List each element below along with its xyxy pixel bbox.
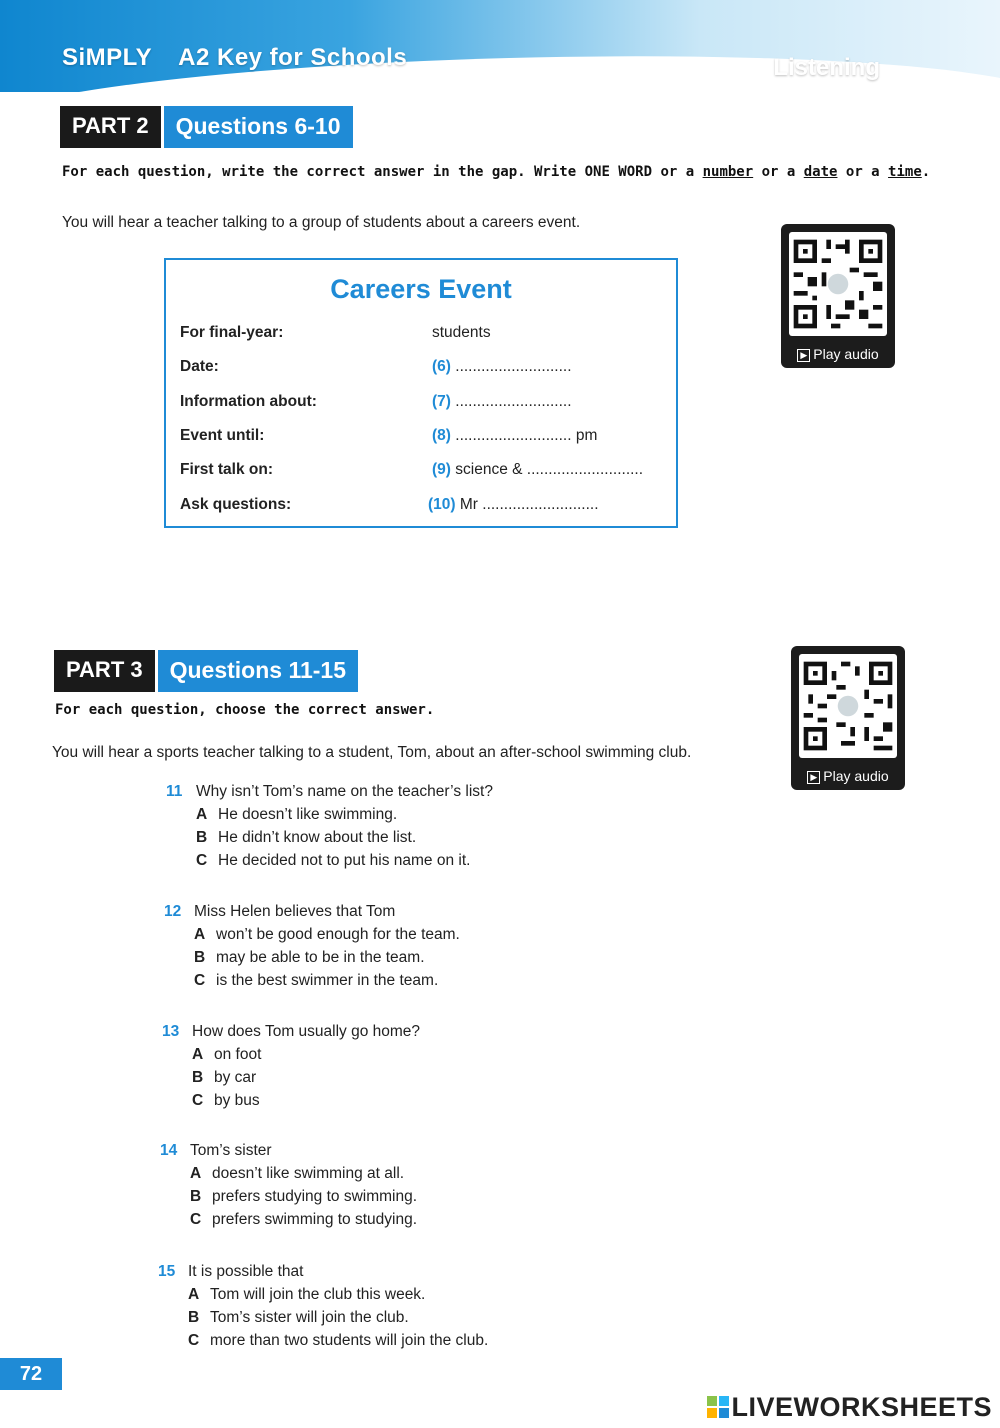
- question-number: 11: [166, 783, 183, 800]
- option-text: Tom will join the club this week.: [210, 1286, 426, 1303]
- option-text: on foot: [214, 1046, 262, 1063]
- option-text: He didn’t know about the list.: [218, 829, 417, 846]
- gap-number: (9): [432, 461, 451, 478]
- option-text: prefers studying to swimming.: [212, 1188, 418, 1205]
- part3-questions: Questions 11-15: [158, 650, 358, 692]
- option-letter: C: [190, 1211, 202, 1228]
- play-audio-button[interactable]: [781, 346, 895, 362]
- audio-qr-part2[interactable]: [781, 224, 895, 368]
- gap-number: (8): [432, 427, 451, 444]
- question-text: It is possible that: [188, 1263, 304, 1280]
- gap-number: (10): [428, 496, 456, 513]
- option-letter: C: [192, 1092, 204, 1109]
- question-number: 13: [162, 1023, 180, 1040]
- play-audio-label: Play audio: [813, 346, 879, 362]
- row-value[interactable]: [432, 461, 643, 479]
- question-text: How does Tom usually go home?: [192, 1023, 421, 1040]
- gap-answer-7[interactable]: ...........................: [450, 393, 572, 410]
- question-text: Tom’s sister: [190, 1142, 272, 1159]
- question-14: [160, 1142, 417, 1229]
- part3-instruction: For each question, choose the correct answer.: [55, 702, 435, 718]
- option-b[interactable]: [190, 1188, 417, 1206]
- question-text: Miss Helen believes that Tom: [194, 903, 396, 920]
- gap-answer-8[interactable]: ........................... pm: [450, 427, 598, 444]
- question-15: [158, 1263, 488, 1350]
- row-label: Event until:: [180, 427, 265, 444]
- option-b[interactable]: [196, 829, 493, 847]
- option-b[interactable]: [192, 1069, 420, 1087]
- option-a[interactable]: [192, 1046, 420, 1064]
- option-letter: B: [190, 1188, 202, 1205]
- option-a[interactable]: [188, 1286, 488, 1304]
- part2-label: [60, 106, 353, 148]
- option-text: doesn’t like swimming at all.: [212, 1165, 405, 1182]
- row-label: First talk on:: [180, 461, 274, 478]
- option-letter: A: [188, 1286, 200, 1303]
- option-letter: C: [196, 852, 208, 869]
- option-text: He decided not to put his name on it.: [218, 852, 471, 869]
- row-label: For final-year:: [180, 324, 284, 341]
- option-letter: A: [190, 1165, 202, 1182]
- option-letter: B: [196, 829, 208, 846]
- option-letter: B: [188, 1309, 200, 1326]
- question-11: [166, 783, 493, 870]
- part3-intro: You will hear a sports teacher talking to a student, Tom, about an after-school swimming club.: [52, 744, 692, 761]
- option-letter: C: [194, 972, 206, 989]
- option-text: by bus: [214, 1092, 260, 1109]
- part2-questions: Questions 6-10: [164, 106, 353, 148]
- part3-label: [54, 650, 358, 692]
- option-letter: A: [194, 926, 206, 943]
- notes-title: Careers Event: [330, 274, 512, 304]
- instruction-or: or a: [753, 164, 804, 180]
- part3-part: PART 3: [54, 650, 155, 692]
- qr-code-icon: [789, 232, 887, 336]
- option-text: may be able to be in the team.: [216, 949, 425, 966]
- question-12: [164, 903, 460, 990]
- row-label: Information about:: [180, 393, 317, 410]
- option-c[interactable]: [196, 852, 493, 870]
- row-value[interactable]: [432, 427, 597, 445]
- page-number: 72: [0, 1358, 62, 1390]
- option-c[interactable]: [190, 1211, 417, 1229]
- play-audio-label: Play audio: [823, 768, 889, 784]
- question-stem: [166, 783, 493, 801]
- footer-brand-text: LIVEWORKSHEETS: [731, 1392, 992, 1422]
- book-name: A2 Key for Schools: [178, 44, 408, 71]
- option-letter: C: [188, 1332, 200, 1349]
- part2-intro: You will hear a teacher talking to a group of students about a careers event.: [62, 214, 581, 231]
- audio-qr-part3[interactable]: [791, 646, 905, 790]
- instruction-time: time: [888, 164, 922, 180]
- option-a[interactable]: [194, 926, 460, 944]
- qr-code-icon: [799, 654, 897, 758]
- row-value[interactable]: [432, 358, 572, 376]
- instruction-text: For each question, write the correct answer in the gap. Write ONE WORD or a: [62, 164, 703, 180]
- section-title: Listening: [773, 54, 880, 81]
- gap-answer-6[interactable]: ...........................: [450, 358, 572, 375]
- gap-answer-9[interactable]: science & ...........................: [450, 461, 644, 478]
- part2-part: PART 2: [60, 106, 161, 148]
- play-audio-button[interactable]: [791, 768, 905, 784]
- option-b[interactable]: [188, 1309, 488, 1327]
- instruction-or: or a: [837, 164, 889, 180]
- option-c[interactable]: [188, 1332, 488, 1350]
- option-letter: B: [194, 949, 206, 966]
- part2-instruction: [62, 164, 930, 180]
- instruction-end: .: [921, 164, 931, 180]
- option-text: more than two students will join the club.: [210, 1332, 489, 1349]
- play-icon: ▶: [797, 349, 810, 362]
- page-header: [0, 0, 1000, 92]
- option-b[interactable]: [194, 949, 460, 967]
- question-stem: [164, 903, 460, 921]
- question-stem: [158, 1263, 488, 1281]
- option-letter: B: [192, 1069, 204, 1086]
- option-text: won’t be good enough for the team.: [216, 926, 460, 943]
- option-letter: A: [196, 806, 208, 823]
- question-13: [162, 1023, 420, 1110]
- play-icon: ▶: [807, 771, 820, 784]
- gap-number: (6): [432, 358, 451, 375]
- question-text: Why isn’t Tom’s name on the teacher’s list?: [196, 783, 493, 800]
- option-a[interactable]: [190, 1165, 417, 1183]
- question-stem: [160, 1142, 417, 1160]
- instruction-number: number: [702, 164, 754, 180]
- liveworksheets-brand: [707, 1392, 992, 1423]
- question-stem: [162, 1023, 420, 1041]
- option-text: prefers swimming to studying.: [212, 1211, 418, 1228]
- gap-number: (7): [432, 393, 451, 410]
- liveworksheets-logo-icon: [707, 1396, 729, 1418]
- option-text: He doesn’t like swimming.: [218, 806, 398, 823]
- question-number: 15: [158, 1263, 176, 1280]
- instruction-date: date: [803, 164, 838, 180]
- book-title: [62, 44, 407, 72]
- question-number: 12: [164, 903, 182, 920]
- row-label: Date:: [180, 358, 219, 375]
- brand-name: SiMPLY: [62, 44, 153, 71]
- option-text: is the best swimmer in the team.: [216, 972, 439, 989]
- gap-text: students: [432, 324, 491, 341]
- question-number: 14: [160, 1142, 178, 1159]
- option-letter: A: [192, 1046, 204, 1063]
- option-c[interactable]: [192, 1092, 420, 1110]
- option-text: by car: [214, 1069, 257, 1086]
- row-label: Ask questions:: [180, 496, 292, 513]
- option-c[interactable]: [194, 972, 460, 990]
- careers-event-notes: [164, 258, 678, 528]
- row-value[interactable]: [428, 496, 599, 514]
- row-value: [432, 324, 491, 342]
- option-text: Tom’s sister will join the club.: [210, 1309, 409, 1326]
- option-a[interactable]: [196, 806, 493, 824]
- gap-answer-10[interactable]: Mr ...........................: [455, 496, 599, 513]
- row-value[interactable]: [432, 393, 572, 411]
